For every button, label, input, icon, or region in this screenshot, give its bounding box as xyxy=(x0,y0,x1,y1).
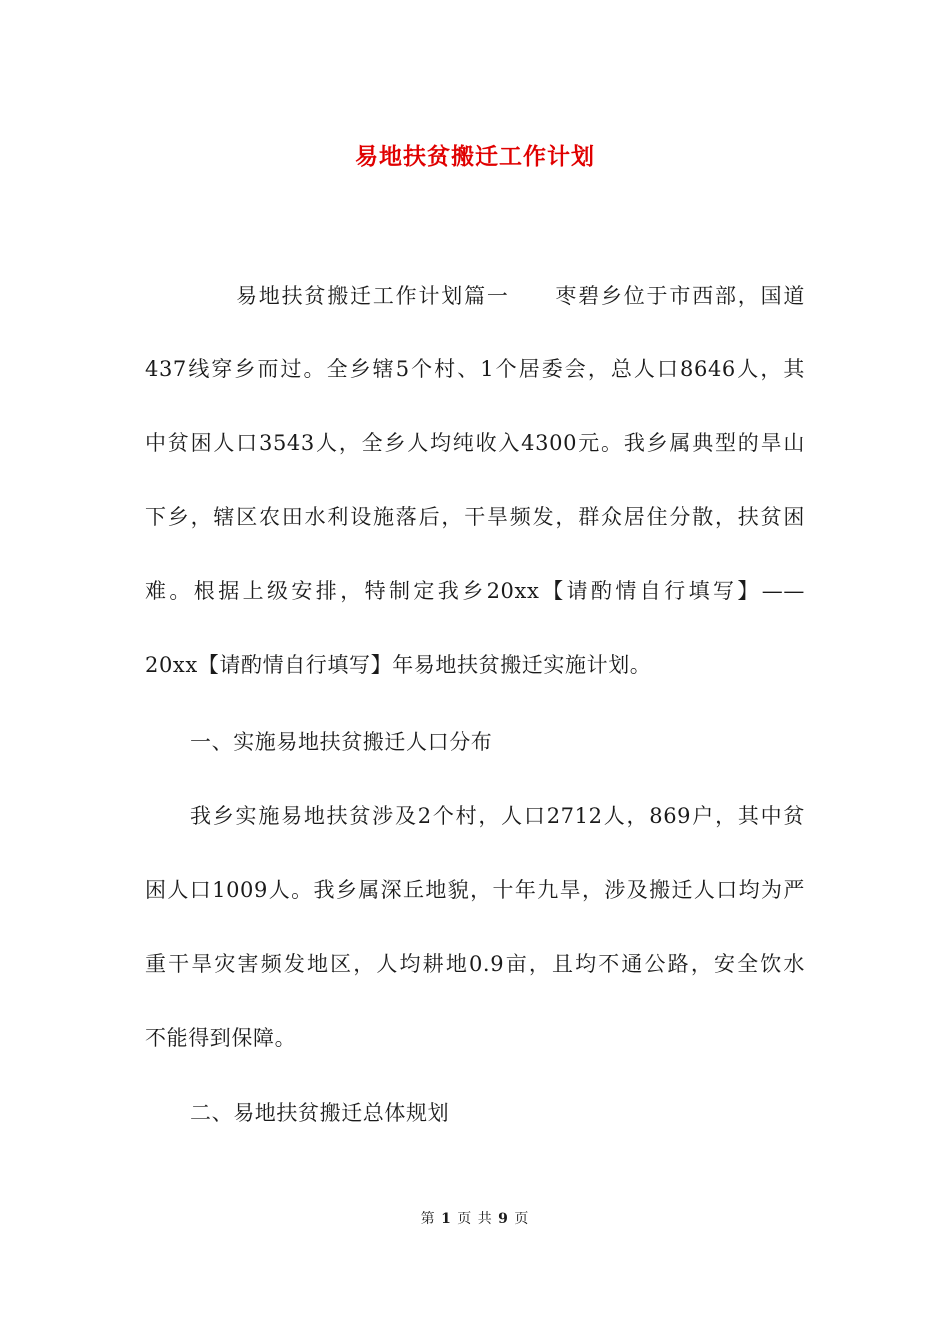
paragraph-line: 易地扶贫搬迁工作计划篇一 枣碧乡位于市西部，国道 xyxy=(236,284,805,308)
footer-middle: 页 共 xyxy=(457,1211,493,1227)
footer-suffix: 页 xyxy=(514,1211,530,1227)
paragraph-line: 困人口1009人。我乡属深丘地貌，十年九旱，涉及搬迁人口均为严 xyxy=(145,878,805,902)
paragraph-line: 我乡实施易地扶贫涉及2个村，人口2712人，869户，其中贫 xyxy=(190,804,805,828)
total-page-count: 9 xyxy=(498,1211,509,1227)
paragraph-line: 难。根据上级安排，特制定我乡20xx【请酌情自行填写】—— xyxy=(145,579,805,603)
section-heading: 二、易地扶贫搬迁总体规划 xyxy=(190,1101,450,1125)
current-page-number: 1 xyxy=(441,1211,452,1227)
page-footer xyxy=(0,1208,950,1228)
paragraph-line: 20xx【请酌情自行填写】年易地扶贫搬迁实施计划。 xyxy=(145,653,652,677)
section-heading: 一、实施易地扶贫搬迁人口分布 xyxy=(190,730,493,754)
paragraph-line: 不能得到保障。 xyxy=(145,1026,297,1050)
footer-prefix: 第 xyxy=(420,1211,436,1227)
paragraph-line: 中贫困人口3543人，全乡人均纯收入4300元。我乡属典型的旱山 xyxy=(145,431,805,455)
paragraph-line: 下乡，辖区农田水利设施落后，干旱频发，群众居住分散，扶贫困 xyxy=(145,505,805,529)
paragraph-line: 437线穿乡而过。全乡辖5个村、1个居委会，总人口8646人，其 xyxy=(145,357,805,381)
paragraph-line: 重干旱灾害频发地区，人均耕地0.9亩，且均不通公路，安全饮水 xyxy=(145,952,805,976)
document-title: 易地扶贫搬迁工作计划 xyxy=(355,143,595,170)
